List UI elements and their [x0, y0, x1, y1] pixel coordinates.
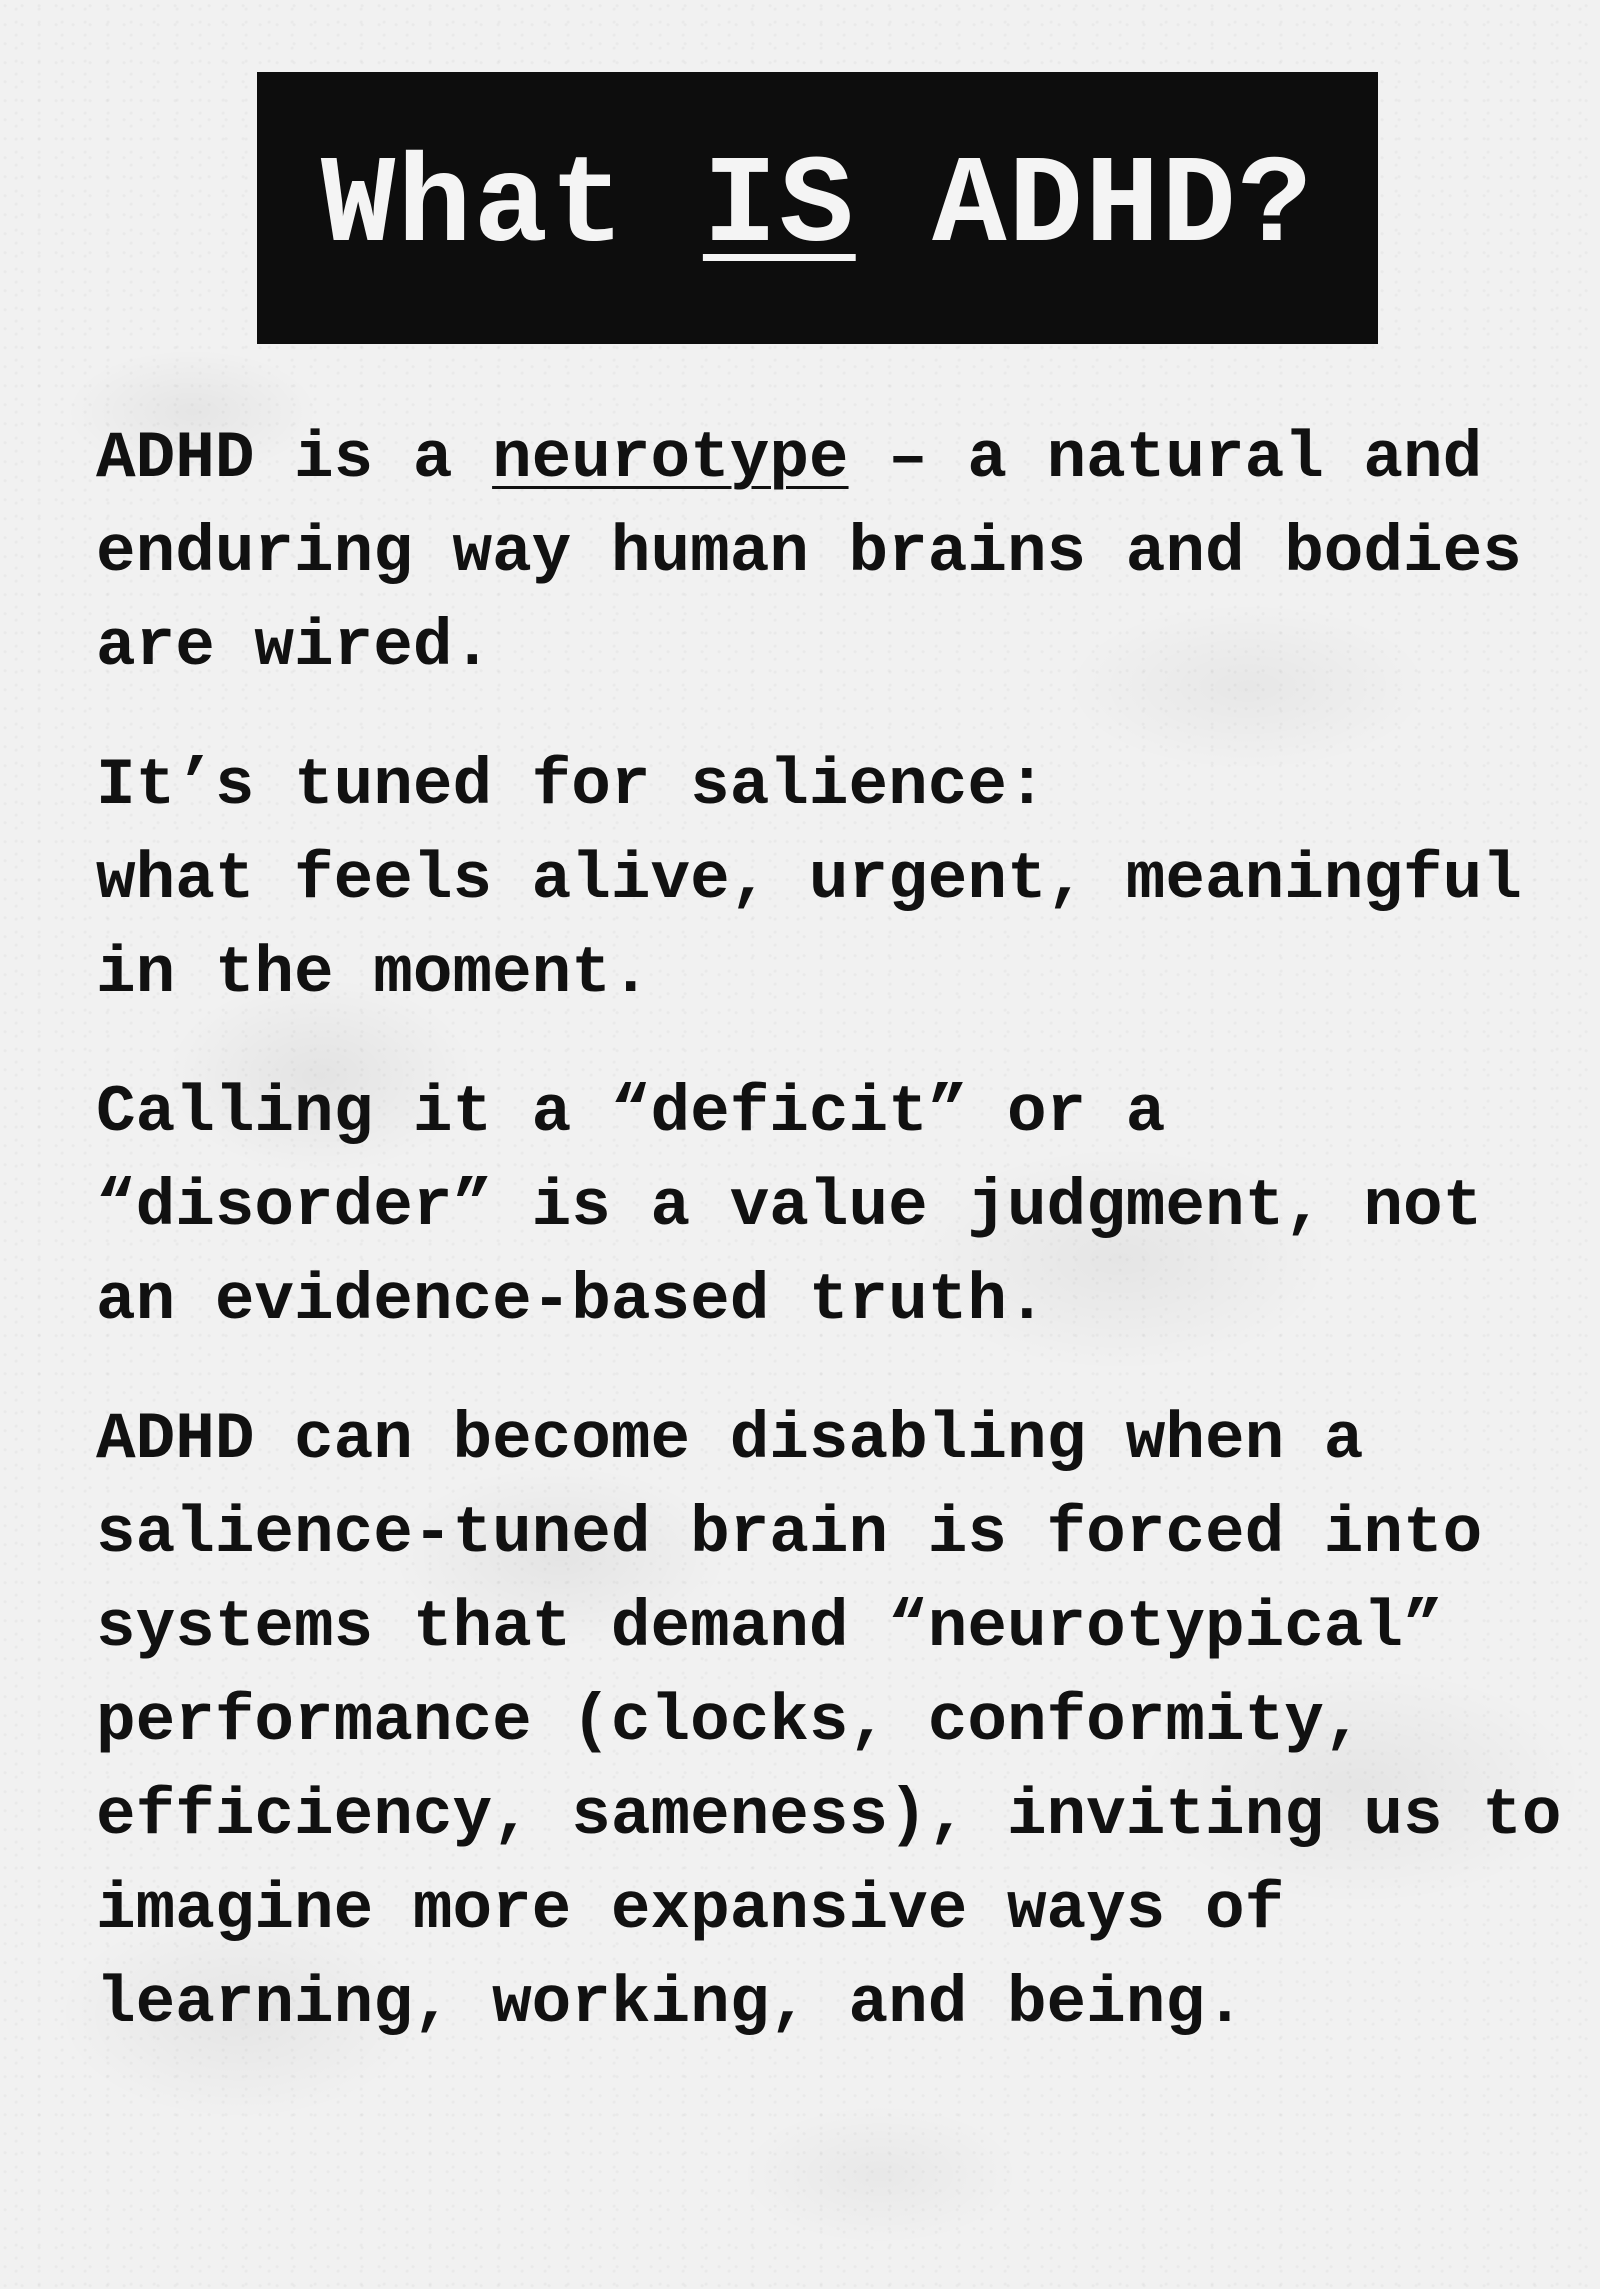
text-line: It’s tuned for salience: — [96, 748, 1047, 823]
text-line: Calling it a “deficit” or a — [96, 1075, 1166, 1150]
text-span: ADHD is a — [96, 421, 493, 496]
text-line: are wired. — [96, 609, 493, 684]
title-banner — [257, 72, 1378, 344]
text-line: ADHD can become disabling when a — [96, 1402, 1364, 1477]
body-text — [96, 412, 1566, 2096]
text-line: what feels alive, urgent, meaningful — [96, 842, 1522, 917]
page-title — [320, 138, 1315, 278]
paragraph-disabling — [96, 1393, 1566, 2051]
text-line: in the moment. — [96, 936, 651, 1011]
text-line: learning, working, and being. — [96, 1966, 1245, 2041]
neurotype-term: neurotype — [492, 421, 849, 496]
title-emphasis: IS — [702, 138, 856, 278]
text-line: performance (clocks, conformity, — [96, 1684, 1364, 1759]
paragraph-definition — [96, 412, 1566, 694]
text-line — [96, 412, 1566, 506]
paragraph-value-judgment — [96, 1066, 1566, 1348]
text-line: “disorder” is a value judgment, not — [96, 1169, 1483, 1244]
text-span: – a natural and — [848, 421, 1483, 496]
text-line: systems that demand “neurotypical” — [96, 1590, 1443, 1665]
text-line: an evidence-based truth. — [96, 1263, 1047, 1338]
text-line: enduring way human brains and bodies — [96, 515, 1522, 590]
paragraph-salience — [96, 739, 1566, 1021]
text-line: salience-tuned brain is forced into — [96, 1496, 1483, 1571]
text-line: imagine more expansive ways of — [96, 1872, 1285, 1947]
title-post: ADHD? — [855, 138, 1315, 278]
title-pre: What — [320, 138, 703, 278]
text-line: efficiency, sameness), inviting us to — [96, 1778, 1562, 1853]
